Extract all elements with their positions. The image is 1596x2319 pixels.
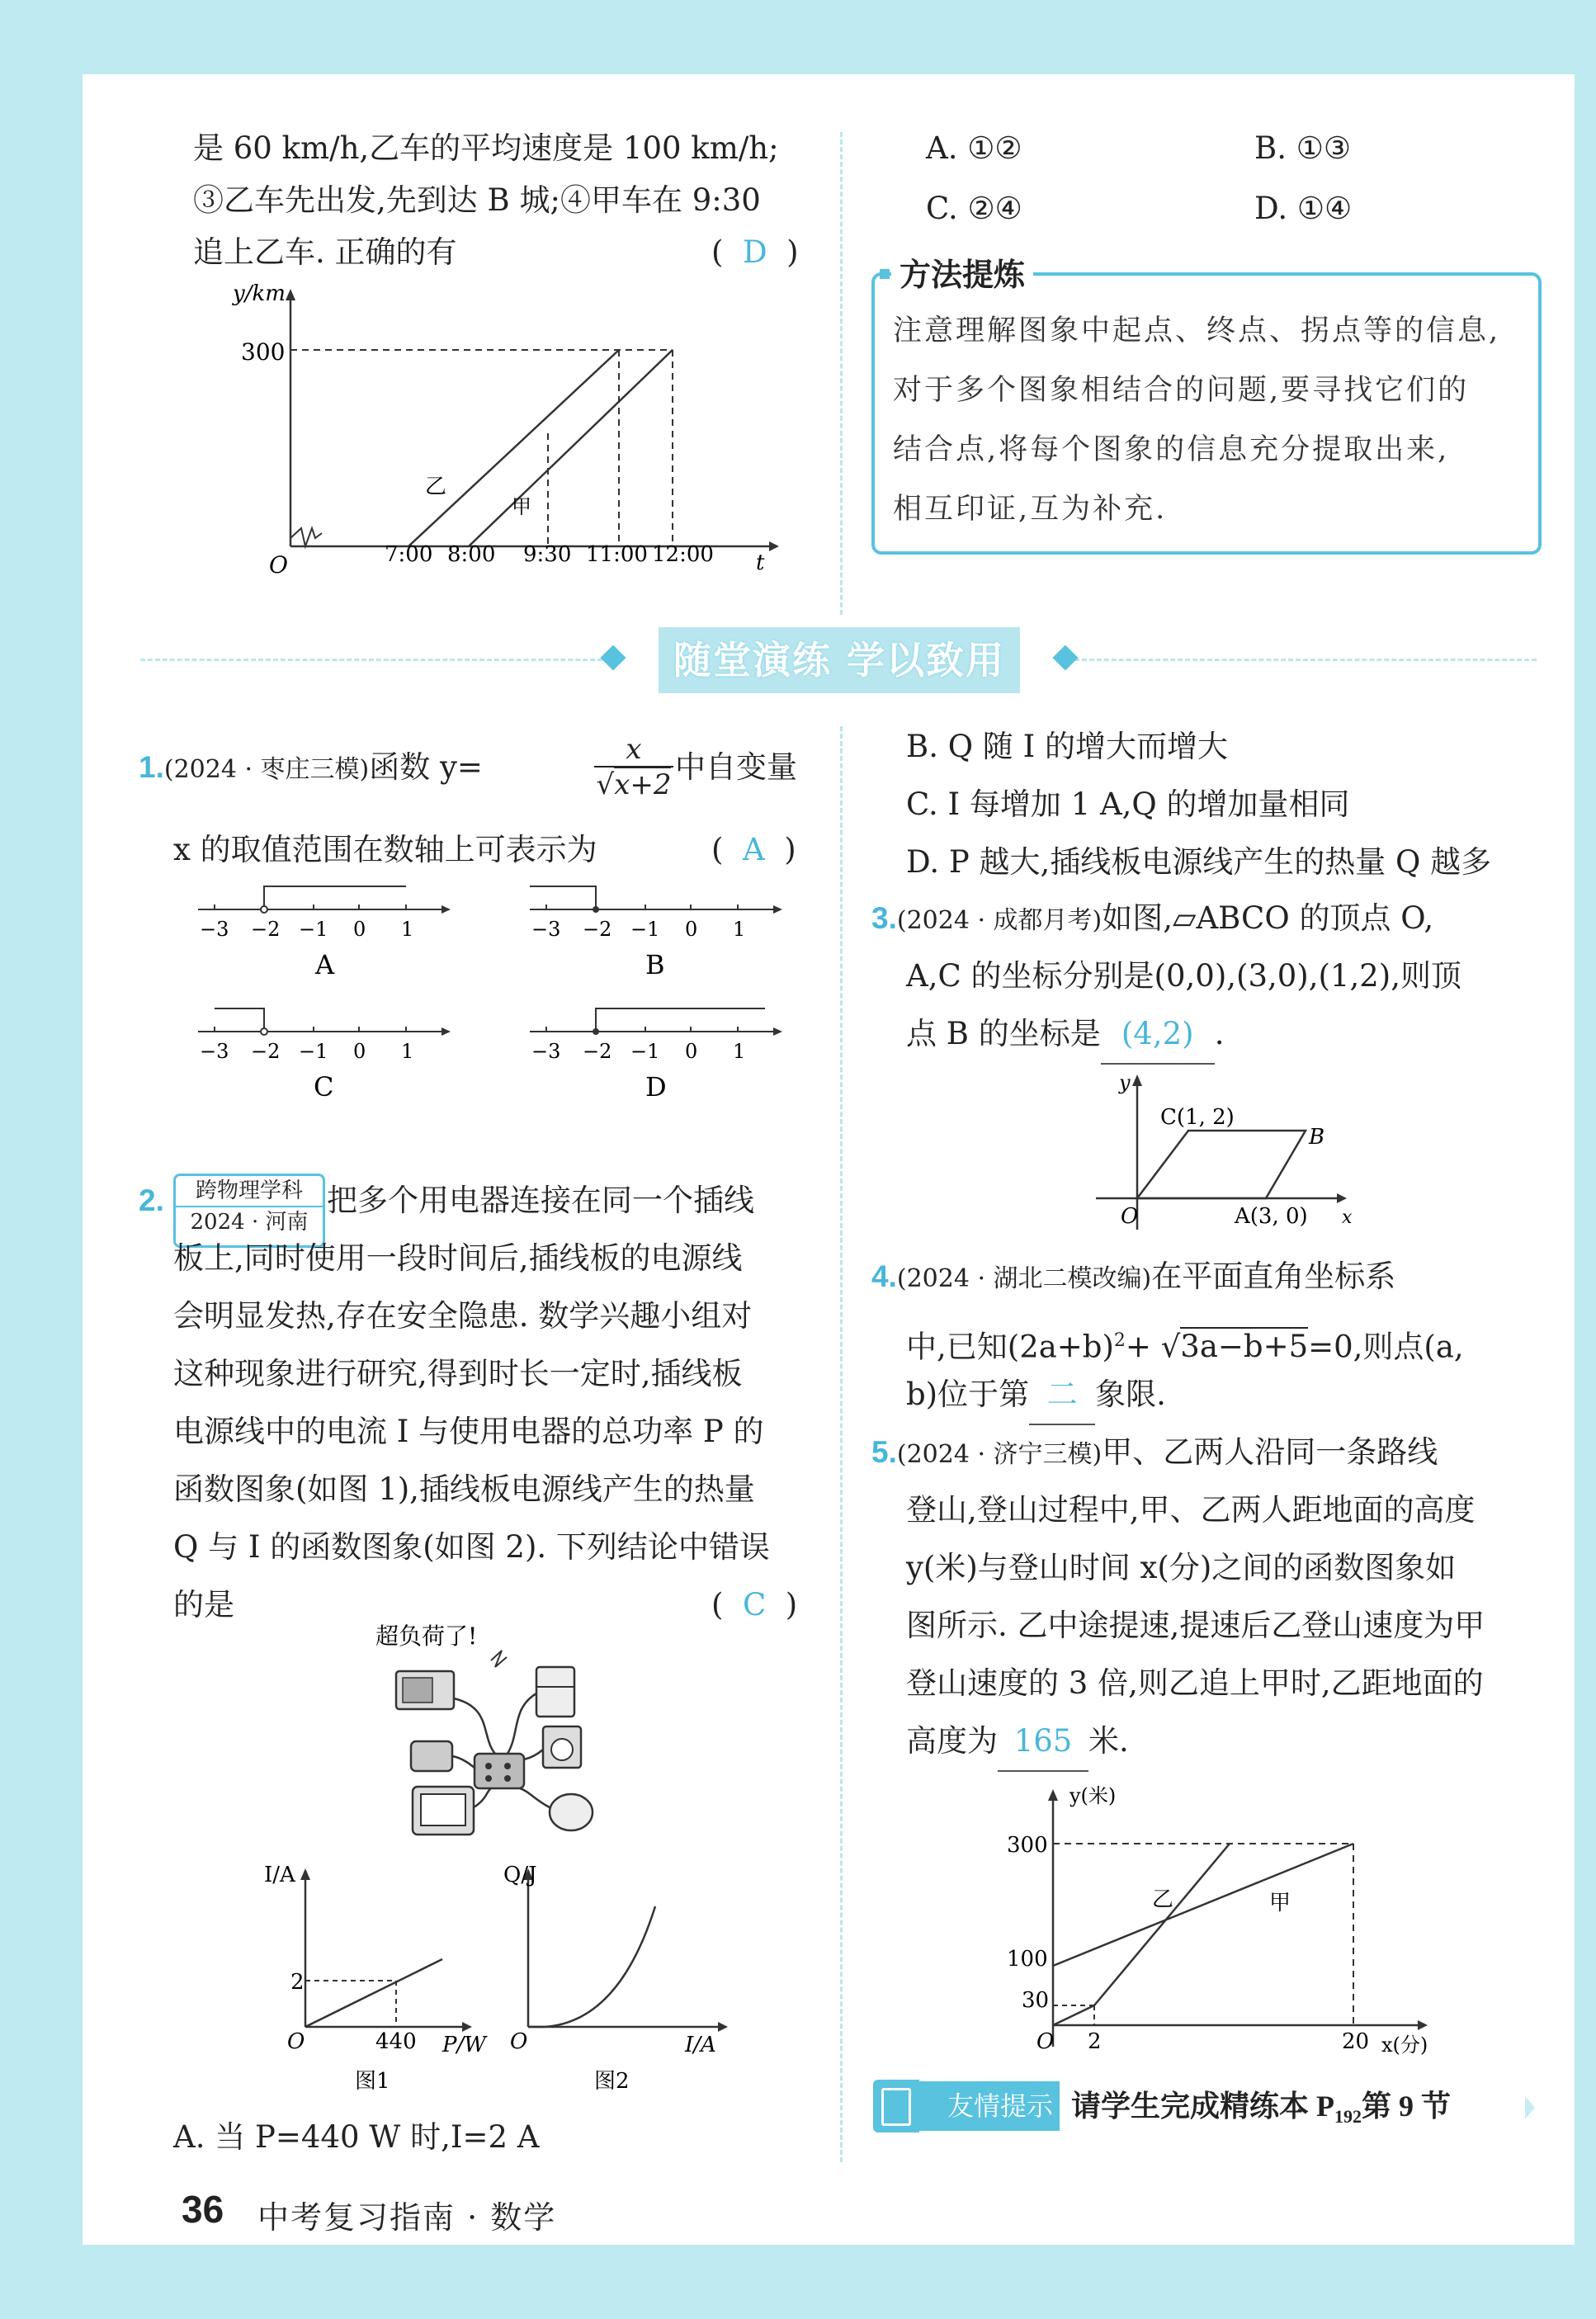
q5-number: 5. [871,1435,897,1469]
number-line-d [530,1008,782,1103]
prev-option-c: C. ②④ [926,191,1022,226]
tip-label: 友情提示 [918,2081,1060,2131]
fig1-x-tick: 440 [375,2029,417,2054]
power-strip-icon [475,1754,524,1788]
svg-text:−2: −2 [251,1040,281,1063]
svg-text:−3: −3 [531,1040,561,1063]
q3-line2: A,C 的坐标分别是(0,0),(3,0),(1,2),则顶 [906,958,1461,994]
page-number: 36 [182,2188,224,2231]
svg-text:−1: −1 [299,918,328,941]
method-line: 注意理解图象中起点、终点、拐点等的信息, [893,314,1501,347]
iron-icon [411,1741,452,1771]
fig1-origin: O [287,2029,305,2054]
method-line: 相互印证,互为补充. [893,493,1168,526]
q5-x-tick: 20 [1342,2029,1370,2054]
svg-text:1: 1 [733,1040,746,1063]
q1-answer: A [742,832,765,867]
number-line-c-label: C [314,1071,334,1103]
q3-b-label: B [1309,1125,1325,1150]
q1-text-b: 中自变量 [675,749,797,785]
method-line: 对于多个图象相结合的问题,要寻找它们的 [893,374,1470,407]
fig1-y-label: I/A [264,1863,295,1887]
tip-arrow-icon [1525,2096,1535,2119]
q1-number-lines [190,883,842,1106]
q5-answer: 165 [998,1712,1088,1772]
svg-text:−3: −3 [200,1040,229,1063]
graph-top-x-tick: 12:00 [652,542,714,567]
tip-icon [873,2080,919,2132]
q5-y-tick: 100 [1007,1947,1048,1972]
rice-cooker-icon [550,1794,593,1830]
banner-rule-left [140,659,602,661]
svg-text:−2: −2 [251,918,281,941]
figure-1 [264,1863,488,2094]
number-line-c [198,1008,451,1103]
graph-top-x-tick: 8:00 [447,542,496,567]
q1-denominator: x+2 [614,768,672,801]
q3-number: 3. [871,901,897,935]
q2-line: 函数图象(如图 1),插线板电源线产生的热量 [173,1471,755,1507]
overload-illustration [355,1618,627,1840]
prev-question-line2: ③乙车先出发,先到达 B 城;④甲车在 9:30 [193,182,761,218]
prev-option-b: B. ①③ [1254,130,1352,166]
q2-line: Q 与 I 的函数图象(如图 2). 下列结论中错误 [173,1529,770,1565]
q2-line: 板上,同时使用一段时间后,插线板的电源线 [173,1240,743,1276]
q5-line: 登山,登山过程中,甲、乙两人距地面的高度 [906,1492,1476,1528]
q2-tag-line1: 跨物理学科 [176,1176,323,1207]
q2-answer-paren: ( C ) [711,1587,798,1622]
fridge-icon [536,1667,574,1717]
q1-line1 [139,739,483,799]
q3-source: (2024 · 成都月考) [896,906,1103,935]
footer-title: 中考复习指南 · 数学 [257,2199,557,2236]
prev-question-line1: 是 60 km/h,乙车的平均速度是 100 km/h; [193,130,779,166]
q1-fraction: x √x+2 [594,733,673,802]
svg-text:−2: −2 [583,918,612,941]
svg-text:0: 0 [685,918,698,941]
number-line-b [530,886,782,980]
fig2-origin: O [510,2029,528,2054]
q2-tag-line2: 2024 · 河南 [190,1210,309,1235]
q4-answer: 二 [1029,1366,1095,1425]
q5-line1: 5.(2024 · 济宁三模)甲、乙两人沿同一条路线 [871,1434,1438,1470]
banner-rule-right [1074,659,1537,661]
q5-line: y(米)与登山时间 x(分)之间的函数图象如 [906,1550,1457,1585]
method-title: 方法提炼 [891,249,1033,295]
q2-option-d: D. P 越大,插线板电源线产生的热量 Q 越多 [906,844,1492,880]
svg-text:0: 0 [353,1040,366,1063]
graph-top-x-tick: 9:30 [523,542,572,567]
q2-line: 电源线中的电流 I 与使用电器的总功率 P 的 [173,1414,764,1449]
q5-source: (2024 · 济宁三模) [896,1440,1103,1469]
q1-source: (2024 · 枣庄三模) [163,755,370,784]
q3-c-label: C(1, 2) [1160,1105,1235,1130]
svg-text:0: 0 [353,918,366,941]
method-text [893,301,1500,539]
tip-text: 请学生完成精练本 $P_{192}$第 9 节 [1071,2090,1452,2128]
graph-top-origin: O [269,551,288,578]
illustration-caption: 超负荷了! [375,1622,478,1650]
section-banner [659,627,1020,693]
svg-text:−1: −1 [630,918,660,941]
q2-line: 的是 [173,1587,234,1622]
fig2-caption: 图2 [594,2069,630,2094]
q3-y-label: y [1119,1071,1131,1094]
q5-y-tick: 300 [1007,1833,1048,1858]
q1-text-a: 函数 y= [369,749,483,785]
graph-top-line-label-yi: 乙 [425,475,447,499]
q5-x-label: x(分) [1381,2033,1428,2057]
fig1-caption: 图1 [355,2069,390,2094]
q5-line: 图所示. 乙中途提速,提速后乙登山速度为甲 [906,1608,1485,1643]
q1-line2: x 的取值范围在数轴上可表示为 [173,832,597,867]
q2-number: 2. [139,1183,164,1217]
svg-text:1: 1 [733,918,746,941]
q2-line: 这种现象进行研究,得到时长一定时,插线板 [173,1356,743,1391]
fig1-x-label: P/W [442,2033,486,2057]
q4-line1: 4.(2024 · 湖北二模改编)在平面直角坐标系 [871,1259,1396,1294]
q4-number: 4. [871,1259,897,1293]
q5-height-time-graph [990,1774,1452,2071]
fig2-y-label: Q/J [503,1863,537,1887]
q2-line: 会明显发热,存在安全隐患. 数学兴趣小组对 [173,1298,753,1334]
q2-line: 把多个用电器连接在同一个插线 [327,1183,754,1218]
method-box-corner [880,269,890,279]
svg-text:1: 1 [401,918,414,941]
q3-origin: O [1121,1204,1139,1229]
q5-line-label-yi: 乙 [1152,1887,1174,1912]
prev-question-answer-paren: ( D ) [711,234,799,270]
graph-top-x-tick: 7:00 [385,542,433,567]
fig2-x-label: I/A [685,2033,716,2057]
q2-option-a: A. 当 P=440 W 时,I=2 A [173,2119,540,2155]
q2-option-c: C. I 每增加 1 A,Q 的增加量相同 [906,786,1350,822]
graph-top-x-tick: 11:00 [586,542,648,567]
banner-title: 随堂演练 学以致用 [673,638,1005,682]
prev-question-line3: 追上乙车. 正确的有 [193,234,457,270]
svg-text:0: 0 [685,1040,698,1063]
svg-text:−3: −3 [531,918,561,941]
q4-line3: b)位于第 二 象限. [906,1366,1166,1425]
q3-parallelogram-graph [1073,1065,1370,1254]
fig1-y-tick: 2 [290,1970,305,1995]
method-line: 结合点,将每个图象的信息充分提取出来, [893,433,1450,466]
svg-text:−1: −1 [299,1040,328,1063]
q5-x-tick: 2 [1088,2029,1102,2054]
graph-top-x-label: t [756,550,765,575]
q3-line3: 点 B 的坐标是 (4,2) . [906,1005,1224,1065]
graph-top-y-tick: 300 [241,338,286,366]
number-line-a [198,886,451,980]
q4-source: (2024 · 湖北二模改编) [896,1264,1152,1293]
spark-icon [491,1651,507,1667]
prev-option-d: D. ①④ [1254,191,1353,226]
svg-text:−1: −1 [630,1040,660,1063]
number-line-a-label: A [315,949,335,980]
q1-numerator: x [626,733,642,766]
column-divider-top [840,132,843,615]
q5-line: 登山速度的 3 倍,则乙追上甲时,乙距地面的 [906,1665,1484,1701]
prev-question-answer: D [742,234,767,270]
number-line-d-label: D [645,1071,667,1103]
number-line-b-label: B [645,949,665,980]
q5-y-label: y(米) [1070,1784,1117,1807]
svg-text:−2: −2 [583,1040,612,1063]
q5-line-label-jia: 甲 [1269,1891,1291,1915]
q5-last-line: 高度为 165 米. [906,1712,1129,1772]
graph-top-line-label-jia: 甲 [512,495,531,518]
q2-figures [248,1857,759,2096]
q2-answer: C [742,1587,767,1622]
svg-text:−3: −3 [200,918,229,941]
svg-text:1: 1 [401,1040,414,1063]
prev-option-a: A. ①② [926,130,1022,166]
figure-2 [503,1863,728,2094]
q4-line2: 中,已知$(2a+b)^2+ √3a-b+5=0$,则点(a, [906,1329,1464,1365]
q3-x-label: x [1342,1207,1353,1228]
q3-a-label: A(3, 0) [1235,1204,1308,1229]
graph-top-y-label: y/km [233,281,286,306]
q1-number: 1. [139,750,164,784]
q5-origin: O [1036,2029,1055,2054]
q3-line1: 3.(2024 · 成都月考)如图,▱ABCO 的顶点 O, [871,900,1434,936]
q1-answer-paren: ( A ) [711,832,796,867]
q3-answer: (4,2) [1101,1005,1215,1065]
distance-time-graph [223,281,784,578]
q5-y-tick: 30 [1022,1988,1050,2013]
q2-option-b: B. Q 随 I 的增大而增大 [906,729,1228,764]
